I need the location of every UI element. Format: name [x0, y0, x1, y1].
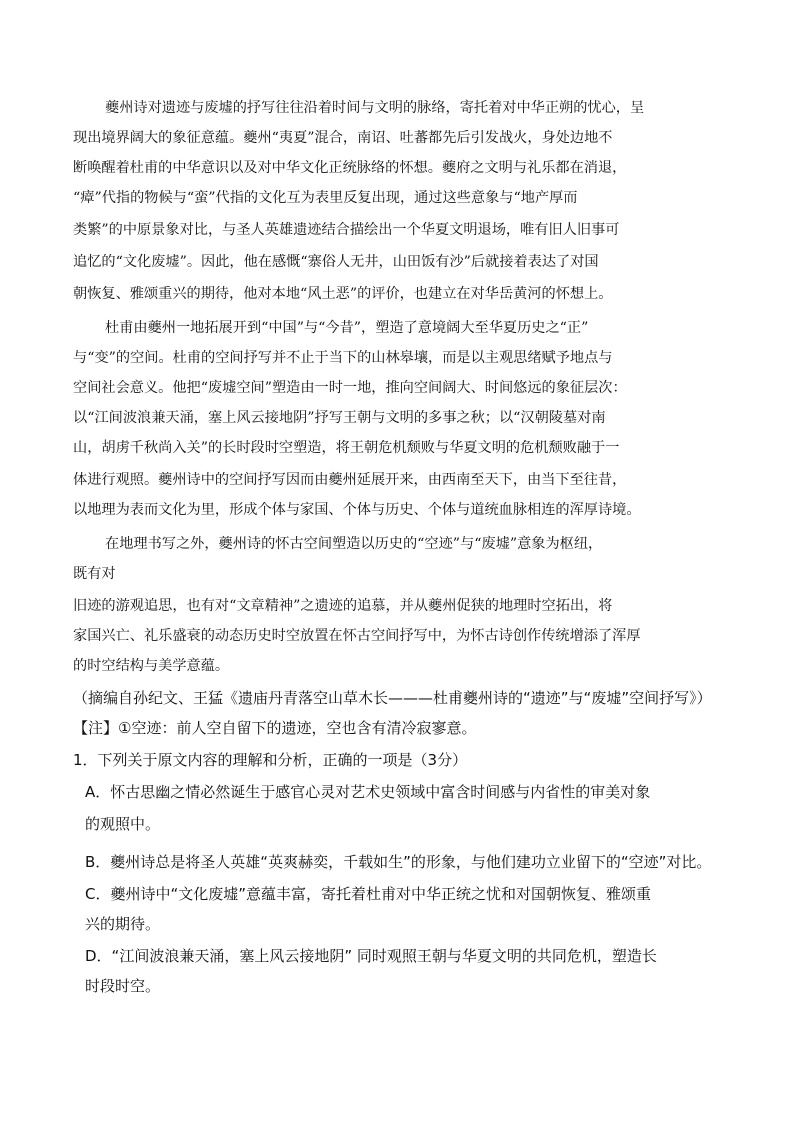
text-line: 现出境界阔大的象征意蕴。夔州“夷夏”混合，南诏、吐蕃都先后引发战火，身处边地不: [73, 130, 613, 146]
text-line: 在地理书写之外，夔州诗的怀古空间塑造以历史的“空迹”与“废墟”意象为枢纽，: [105, 536, 603, 552]
text-line: 家国兴亡、礼乐盛衰的动态历史时空放置在怀古空间抒写中，为怀古诗创作传统增添了浑厚: [73, 628, 641, 644]
source-citation: （摘编自孙纪文、王猛《遗庙丹青落空山草木长———杜甫夔州诗的“遗迹”与“废墟”空间抒写》）: [73, 689, 712, 707]
text-line: 旧迹的游观追思，也有对“文章精神”之遗迹的追慕，并从夔州促狭的地理时空拓出，将: [73, 598, 613, 614]
text-line: 山，胡虏千秋尚入关”的长时段时空塑造，将王朝危机颓败与华夏文明的危机颓败融于一: [73, 440, 620, 456]
text-line: 追忆的“文化废墟”。因此，他在感慨“寨俗人无井，山田饭有沙”后就接着表达了对国: [73, 254, 599, 270]
text-line: 杜甫由夔州一地拓展开到“中国”与“今昔”，塑造了意境阔大至华夏历史之“正”: [105, 320, 589, 336]
text-line: 朝恢复、雅颂重兴的期待，他对本地“风土恶”的评价，也建立在对华岳黄河的怀想上。: [73, 286, 613, 302]
text-line: 空间社会意义。他把“废墟空间”塑造由一时一地，推向空间阔大、时间悠远的象征层次：: [73, 380, 627, 396]
text-line: 断唤醒着杜甫的中华意识以及对中华文化正统脉络的怀想。夔府之文明与礼乐都在消退，: [73, 160, 627, 176]
text-line: 与“变”的空间。杜甫的空间抒写并不止于当下的山林皋壤，而是以主观思绪赋予地点与: [73, 350, 613, 366]
text-line: 的时空结构与美学意蕴。: [73, 658, 230, 674]
text-line: 以“江间波浪兼天涌，塞上风云接地阴”抒写王朝与文明的多事之秋；以“汉朝陵墓对南: [73, 410, 606, 426]
option-b-line: B．夔州诗总是将圣人英雄“英爽赫奕，千载如生”的形象，与他们建功立业留下的“空迹”对比。: [85, 853, 712, 871]
question-stem: 1．下列关于原文内容的理解和分析，正确的一项是（3分）: [73, 751, 468, 769]
option-a-line: A．怀古思幽之情必然诞生于感官心灵对艺术史领域中富含时间感与内省性的审美对象: [85, 783, 651, 801]
annotation-note: 【注】①空迹：前人空自留下的遗迹，空也含有清冷寂寥意。: [73, 719, 477, 737]
text-line: 以地理为表而文化为里，形成个体与家国、个体与历史、个体与道统血脉相连的浑厚诗境。: [73, 502, 641, 518]
option-c-line: C．夔州诗中“文化废墟”意蕴丰富，寄托着杜甫对中华正统之忧和对国朝恢复、雅颂重: [85, 885, 652, 903]
option-c-line: 兴的期待。: [85, 915, 161, 933]
text-line: 类繁”的中原景象对比，与圣人英雄遗迹结合描绘出一个华夏文明退场，唯有旧人旧事可: [73, 222, 620, 238]
option-a-line: 的观照中。: [85, 815, 161, 833]
text-line: 体进行观照。夔州诗中的空间抒写因而由夔州延展开来，由西南至天下，由当下至往昔，: [73, 472, 627, 488]
text-line: “瘴”代指的物候与“蛮”代指的文化互为表里反复出现，通过这些意象与“地产厚而: [73, 190, 578, 206]
option-d-line: 时段时空。: [85, 977, 161, 995]
text-line: 既有对: [73, 566, 116, 582]
text-line: 夔州诗对遗迹与废墟的抒写往往沿着时间与文明的脉络，寄托着对中华正朔的忧心，呈: [105, 100, 645, 116]
option-d-line: D．“江间波浪兼天涌，塞上风云接地阴” 同时观照王朝与华夏文明的共同危机，塑造长: [85, 947, 657, 965]
